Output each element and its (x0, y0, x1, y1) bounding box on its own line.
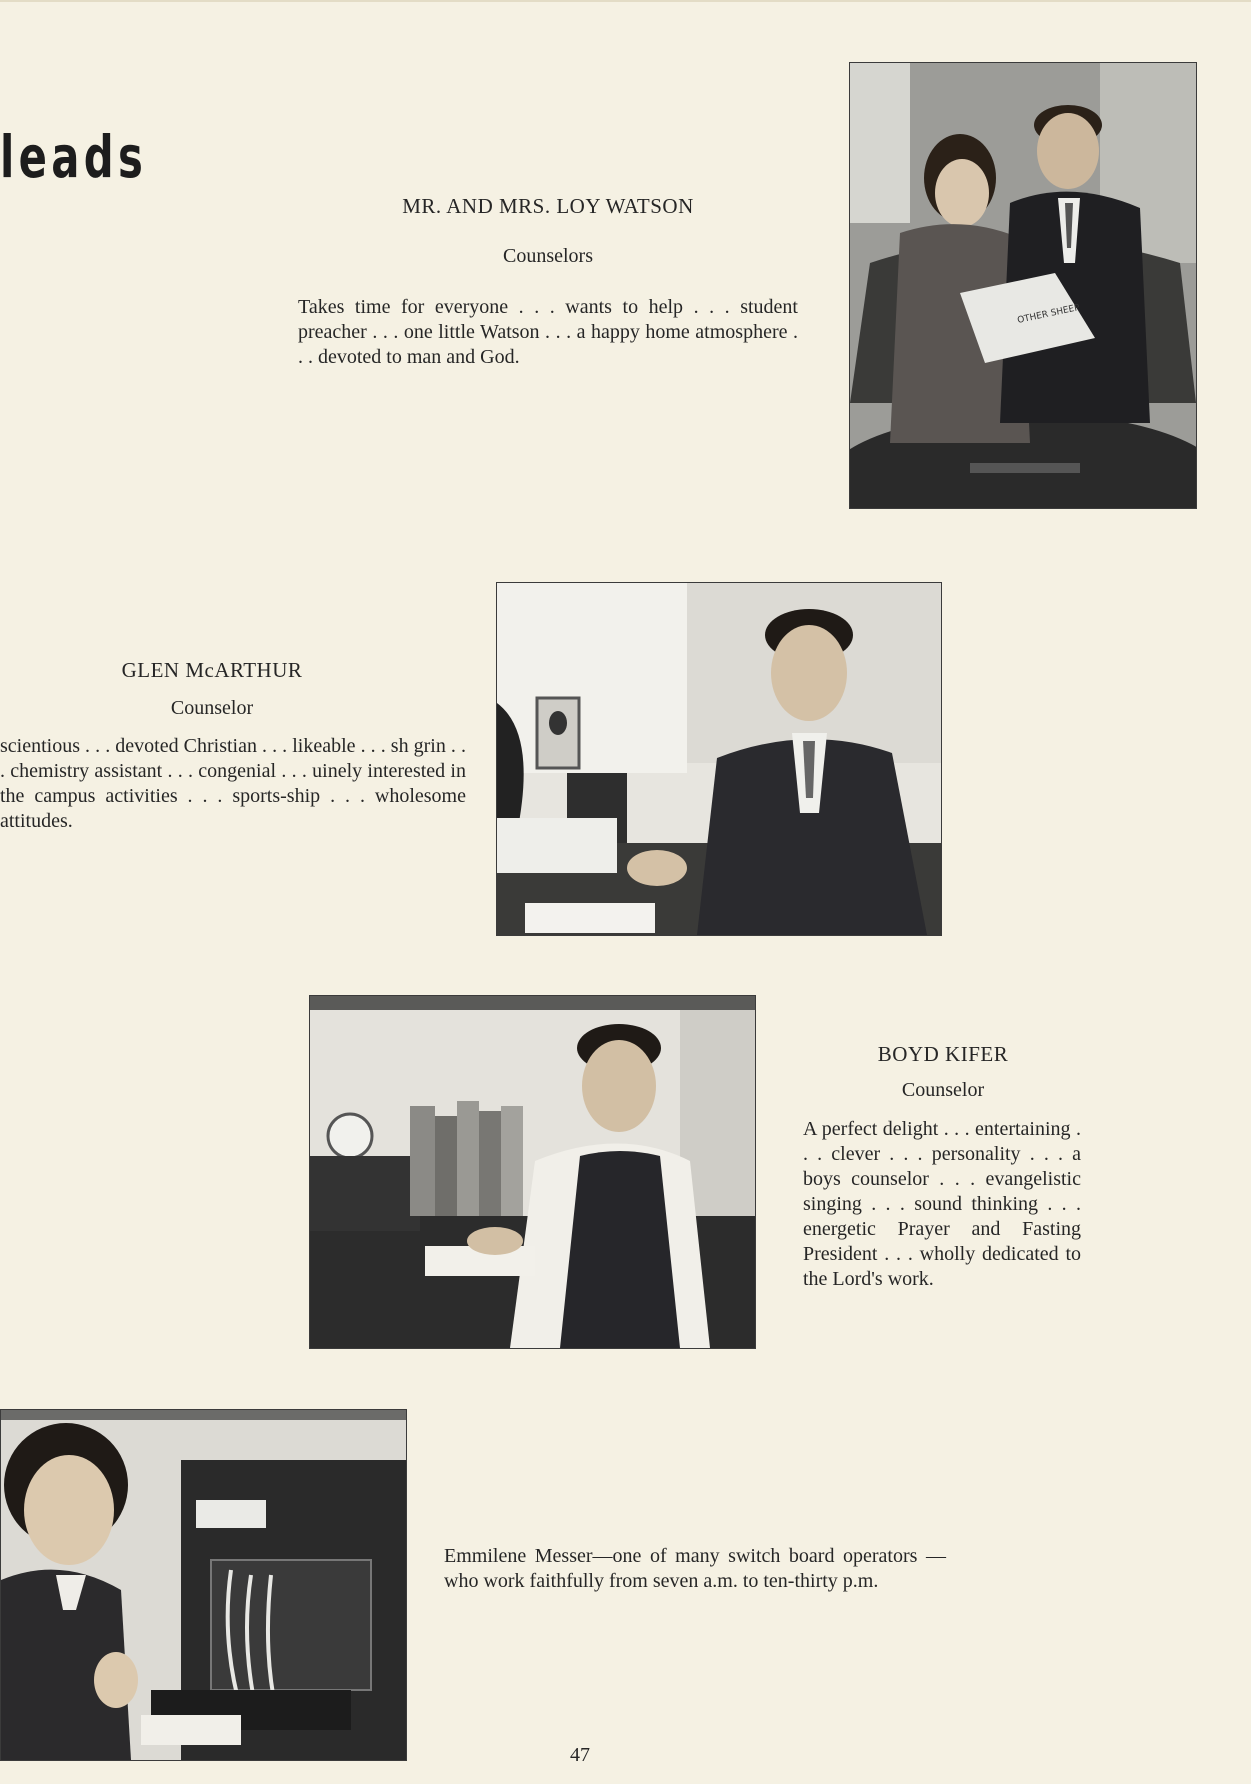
entry-name-mcarthur: GLEN McARTHUR (121, 658, 303, 682)
entry-name-watson: MR. AND MRS. LOY WATSON (402, 194, 694, 218)
entry-name-kifer: BOYD KIFER (877, 1042, 1009, 1066)
switchboard-caption: Emmilene Messer—one of many switch board operators —who work faithfully from seven a.m. to ten-thirty p.m. (444, 1545, 946, 1592)
photo-watson-couple (849, 62, 1197, 509)
photo-switchboard-operator (0, 1409, 407, 1761)
entry-role-mcarthur: Counselor (170, 697, 254, 719)
page-number: 47 (570, 1744, 590, 1766)
entry-description-kifer: A perfect delight . . . entertaining . . . clever . . . personality . . . a boys counselor . . . evangelistic singing . . . sound thinking . . . energetic Prayer and Fasting President . . . wholly dedicated to the Lord's work. (803, 1118, 1081, 1290)
photo-magazine-text: OTHER SHEEP (1016, 302, 1081, 326)
entry-description-mcarthur: scientious . . . devoted Christian . . . likeable . . . sh grin . . . chemistry assistant . . . congenial . . . uinely interested in the campus activities . . . sports-ship . . . wholesome attitudes. (0, 735, 466, 832)
entry-role-kifer: Counselor (901, 1079, 985, 1101)
entry-description-watson: Takes time for everyone . . . wants to help . . . student preacher . . . one little Watson . . . a happy home atmosphere . . . devoted to man and God. (298, 296, 798, 368)
page-edge (0, 0, 1251, 2)
section-heading: leads (0, 123, 148, 191)
photo-boyd-kifer (309, 995, 756, 1349)
entry-role-watson: Counselors (503, 245, 593, 267)
photo-glen-mcarthur (496, 582, 942, 936)
